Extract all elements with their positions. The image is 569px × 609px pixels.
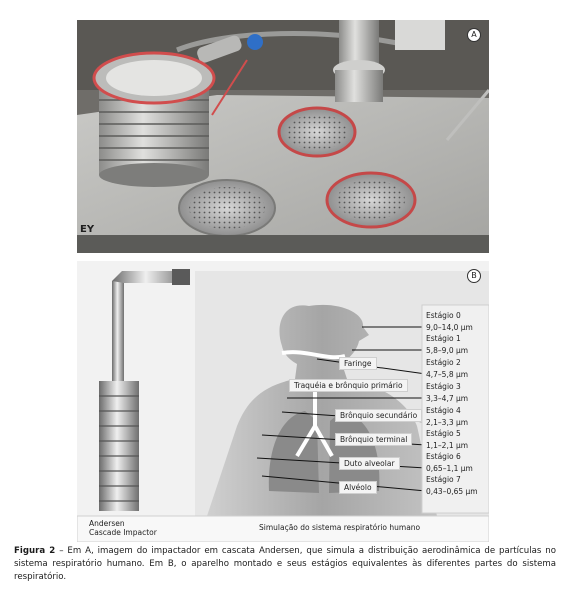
stage-range: 9,0–14,0 µm bbox=[426, 322, 473, 332]
stage-range: 1,1–2,1 µm bbox=[426, 440, 469, 450]
stage-name: Estágio 2 bbox=[426, 358, 461, 367]
label-traqueia: Traquéia e brônquio primário bbox=[289, 379, 408, 392]
impactor-caption bbox=[89, 519, 157, 537]
stage-name: Estágio 0 bbox=[426, 311, 461, 320]
panel-b-letter: B bbox=[467, 269, 481, 283]
stage-name: Estágio 5 bbox=[426, 429, 461, 438]
panel-a-letter: A bbox=[467, 28, 481, 42]
stage-range: 0,43–0,65 µm bbox=[426, 486, 478, 496]
figure-caption bbox=[14, 545, 556, 584]
stage-name: Estágio 4 bbox=[426, 406, 461, 415]
impactor-photo bbox=[77, 20, 489, 253]
diagram-panel-b bbox=[77, 261, 489, 542]
stage-name: Estágio 6 bbox=[426, 452, 461, 461]
stage-4 bbox=[426, 405, 489, 428]
stage-range: 4,7–5,8 µm bbox=[426, 369, 469, 379]
stage-name: Estágio 7 bbox=[426, 475, 461, 484]
photo-watermark: EY bbox=[80, 224, 95, 235]
label-faringe: Faringe bbox=[339, 357, 377, 370]
stage-range: 5,8–9,0 µm bbox=[426, 345, 469, 355]
simulation-caption: Simulação do sistema respiratório humano bbox=[259, 523, 421, 532]
stage-range: 3,3–4,7 µm bbox=[426, 393, 469, 403]
label-alveolo: Alvéolo bbox=[339, 481, 377, 494]
label-duto-alveolar: Duto alveolar bbox=[339, 457, 400, 470]
stage-range: 0,65–1,1 µm bbox=[426, 463, 473, 473]
stage-2 bbox=[426, 357, 489, 380]
figure-caption-label: Figura 2 bbox=[14, 546, 56, 556]
stage-range: 2,1–3,3 µm bbox=[426, 417, 469, 427]
stage-6 bbox=[426, 451, 489, 474]
stage-7 bbox=[426, 474, 489, 497]
stage-name: Estágio 3 bbox=[426, 382, 461, 391]
stage-0 bbox=[426, 310, 489, 333]
figure-caption-text: – Em A, imagem do impactador em cascata Andersen, que simula a distribuição aerodinâmica de partículas no sistema respiratório humano. Em B, o aparelho montado e seus estágios equivalentes às diferentes partes do sistema respiratório. bbox=[14, 546, 556, 582]
impactor-caption-line2: Cascade Impactor bbox=[89, 528, 157, 537]
stage-5 bbox=[426, 428, 489, 451]
stage-3 bbox=[426, 381, 489, 404]
impactor-caption-line1: Andersen bbox=[89, 519, 125, 528]
label-bronquio-secundario: Brônquio secundário bbox=[335, 409, 422, 422]
stage-1 bbox=[426, 333, 489, 356]
photo-panel-a bbox=[77, 20, 489, 253]
stage-name: Estágio 1 bbox=[426, 334, 461, 343]
label-bronquio-terminal: Brônquio terminal bbox=[335, 433, 412, 446]
